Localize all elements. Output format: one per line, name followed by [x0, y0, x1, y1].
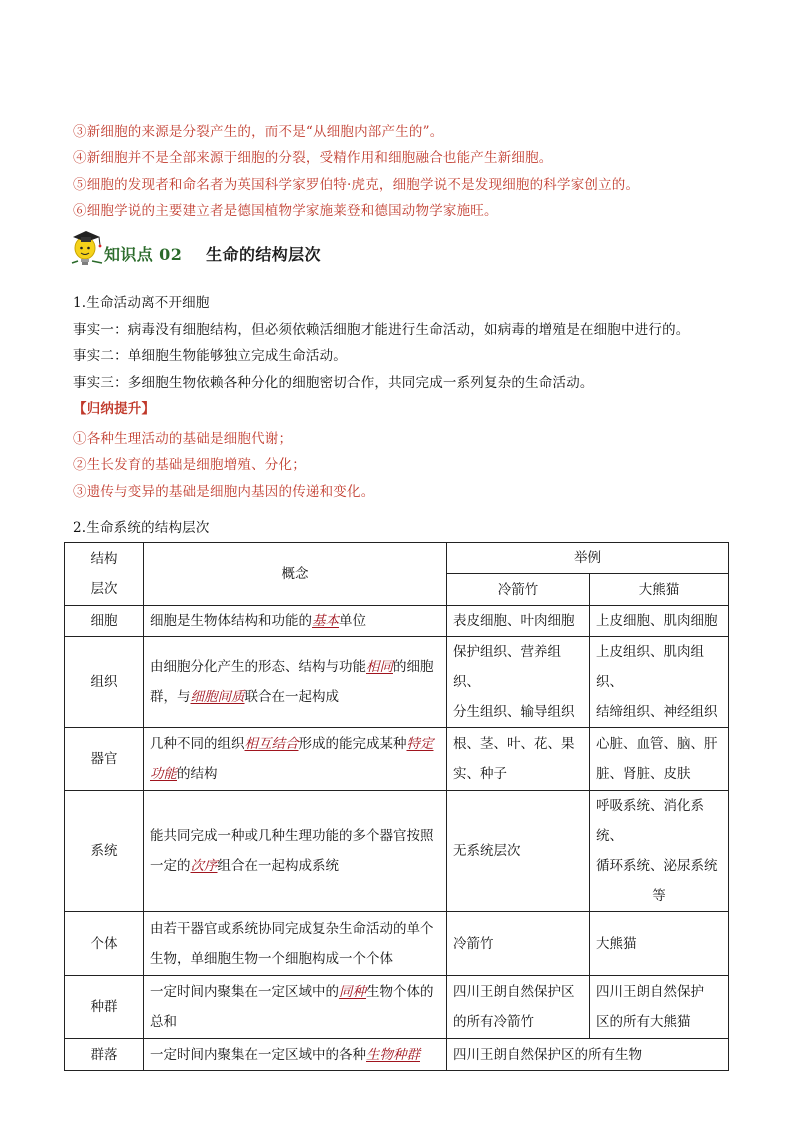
- level-cell: 细胞: [65, 606, 144, 637]
- part1-heading: 1.生命活动离不开细胞: [73, 295, 210, 311]
- concept-cell: 几种不同的组织相互结合形成的能完成某种特定功能的结构: [144, 728, 447, 791]
- section-title: 生命的结构层次: [206, 245, 321, 264]
- example-panda-cell: 四川王朗自然保护 区的所有大熊猫: [590, 976, 729, 1039]
- table-row: [65, 606, 729, 637]
- summary-1: ①各种生理活动的基础是细胞代谢；: [73, 431, 293, 447]
- example-panda-cell: 上皮细胞、肌肉细胞: [590, 606, 729, 637]
- example-panda-cell: 大熊猫: [590, 912, 729, 976]
- concept-cell: 一定时间内聚集在一定区域中的各种生物种群: [144, 1039, 447, 1071]
- example-bamboo-cell: 保护组织、营养组织、 分生组织、输导组织: [447, 637, 590, 728]
- keyword: 次序: [190, 858, 218, 874]
- table-row: [65, 1039, 729, 1071]
- fact-1: 事实一：病毒没有细胞结构，但必须依赖活细胞才能进行生命活动，如病毒的增殖是在细胞中进行的。: [73, 322, 690, 338]
- keyword: 相互结合: [244, 736, 299, 752]
- level-cell: 群落: [65, 1039, 144, 1071]
- example-panda-cell: 上皮组织、肌肉组织、 结缔组织、神经组织: [590, 637, 729, 728]
- summary-label: 【归纳提升】: [73, 401, 156, 417]
- header-examples: 举例: [447, 543, 729, 574]
- example-bamboo-cell: 冷箭竹: [447, 912, 590, 976]
- keyword: 特定功能: [150, 736, 434, 782]
- level-cell: 器官: [65, 728, 144, 791]
- table-row: [65, 728, 729, 791]
- example-bamboo-cell: 无系统层次: [447, 791, 590, 912]
- fact-2: 事实二：单细胞生物能够独立完成生命活动。: [73, 348, 347, 364]
- note-5: ⑤细胞的发现者和命名者为英国科学家罗伯特·虎克，细胞学说不是发现细胞的科学家创立的。: [73, 177, 640, 193]
- summary-3: ③遗传与变异的基础是细胞内基因的传递和变化。: [73, 484, 375, 500]
- concept-cell: 细胞是生物体结构和功能的基本单位: [144, 606, 447, 637]
- fact-3: 事实三：多细胞生物依赖各种分化的细胞密切合作，共同完成一系列复杂的生命活动。: [73, 375, 594, 391]
- level-cell: 个体: [65, 912, 144, 976]
- header-concept: 概念: [144, 543, 447, 606]
- table-row: [65, 912, 729, 976]
- part2-heading: 2.生命系统的结构层次: [73, 520, 210, 536]
- lightbulb-graduation-cap-icon: [70, 228, 104, 268]
- level-cell: 系统: [65, 791, 144, 912]
- note-3: ③新细胞的来源是分裂产生的，而不是“从细胞内部产生的”。: [73, 124, 444, 140]
- keyword: 基本: [312, 613, 339, 629]
- table-row: [65, 976, 729, 1039]
- keyword: 相同: [366, 659, 393, 675]
- header-example-bamboo: 冷箭竹: [447, 574, 590, 606]
- header-example-panda: 大熊猫: [590, 574, 729, 606]
- example-merged-cell: 四川王朗自然保护区的所有生物: [447, 1039, 729, 1071]
- concept-cell: 能共同完成一种或几种生理功能的多个器官按照一定的次序组合在一起构成系统: [144, 791, 447, 912]
- keyword: 细胞间质: [190, 689, 245, 705]
- table-row: [65, 637, 729, 728]
- level-cell: 组织: [65, 637, 144, 728]
- structure-levels-table: [64, 542, 729, 1071]
- example-bamboo-cell: 四川王朗自然保护区 的所有冷箭竹: [447, 976, 590, 1039]
- summary-2: ②生长发育的基础是细胞增殖、分化；: [73, 457, 306, 473]
- concept-cell: 由若干器官或系统协同完成复杂生命活动的单个生物，单细胞生物一个细胞构成一个个体: [144, 912, 447, 976]
- example-panda-cell: 呼吸系统、消化系统、 循环系统、泌尿系统 等: [590, 791, 729, 912]
- section-heading: [70, 228, 470, 268]
- section-label: 知识点 02: [104, 245, 183, 264]
- level-cell: 种群: [65, 976, 144, 1039]
- example-panda-cell: 心脏、血管、脑、肝 脏、肾脏、皮肤: [590, 728, 729, 791]
- keyword: 同种: [339, 984, 366, 1000]
- concept-cell: 一定时间内聚集在一定区域中的同种生物个体的总和: [144, 976, 447, 1039]
- table-row: [65, 791, 729, 912]
- example-bamboo-cell: 表皮细胞、叶肉细胞: [447, 606, 590, 637]
- header-level: 结构 层次: [65, 543, 144, 606]
- note-4: ④新细胞并不是全部来源于细胞的分裂，受精作用和细胞融合也能产生新细胞。: [73, 150, 553, 166]
- example-bamboo-cell: 根、茎、叶、花、果 实、种子: [447, 728, 590, 791]
- concept-cell: 由细胞分化产生的形态、结构与功能相同的细胞群，与细胞间质联合在一起构成: [144, 637, 447, 728]
- note-6: ⑥细胞学说的主要建立者是德国植物学家施莱登和德国动物学家施旺。: [73, 203, 498, 219]
- keyword: 生物种群: [366, 1046, 420, 1063]
